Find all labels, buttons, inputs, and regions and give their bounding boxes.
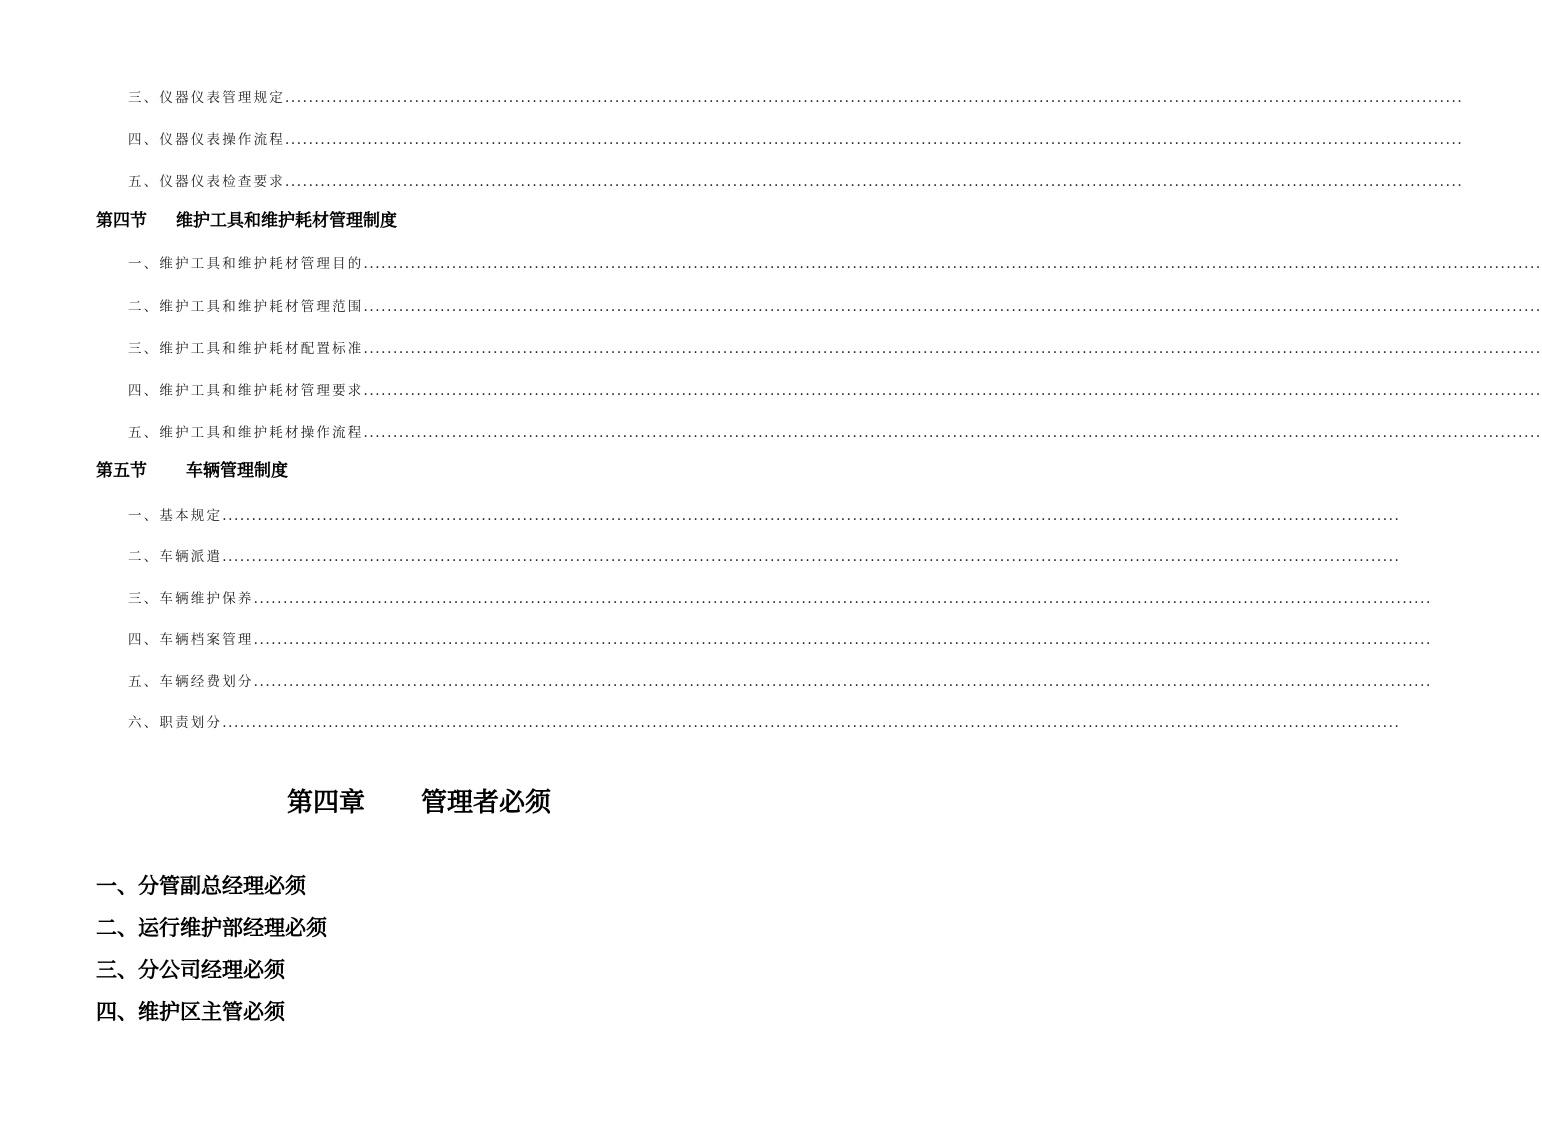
toc-entry-label: 一、维护工具和维护耗材管理目的 (128, 256, 364, 272)
toc-entry[interactable] (128, 172, 1464, 192)
toc-entry-label: 五、车辆经费划分 (128, 674, 254, 690)
toc-entry[interactable] (128, 630, 1432, 650)
toc-entry-label: 三、仪器仪表管理规定 (128, 90, 285, 106)
section-number: 第五节 (96, 461, 147, 481)
chapter-item: 二、运行维护部经理必须 (96, 916, 327, 940)
dot-leader: ........................................................................................................................................................................................................ (363, 299, 1542, 315)
chapter-number: 第四章 (287, 788, 366, 818)
chapter-title: 管理者必须 (421, 788, 552, 818)
toc-entry[interactable] (128, 672, 1432, 692)
toc-entry[interactable] (128, 381, 1542, 401)
chapter-item: 一、分管副总经理必须 (96, 874, 306, 898)
toc-entry-label: 二、车辆派遣 (128, 549, 223, 565)
toc-entry[interactable] (128, 713, 1401, 733)
dot-leader: ........................................................................................................................................................................................................ (285, 90, 1464, 106)
chapter-item: 三、分公司经理必须 (96, 958, 285, 982)
dot-leader: ........................................................................................................................................................................................................ (363, 256, 1542, 272)
toc-entry[interactable] (128, 589, 1432, 609)
toc-entry[interactable] (128, 130, 1464, 150)
toc-entry[interactable] (128, 254, 1542, 274)
toc-entry[interactable] (128, 88, 1464, 108)
dot-leader: ........................................................................................................................................................................................................ (253, 674, 1432, 690)
toc-entry-label: 三、车辆维护保养 (128, 591, 254, 607)
section-number: 第四节 (96, 211, 147, 231)
chapter-item: 四、维护区主管必须 (96, 1000, 285, 1024)
toc-entry-label: 二、维护工具和维护耗材管理范围 (128, 299, 364, 315)
toc-entry[interactable] (128, 423, 1542, 443)
toc-entry-label: 五、仪器仪表检查要求 (128, 174, 285, 190)
section-title: 车辆管理制度 (186, 461, 288, 481)
section-heading[interactable] (96, 459, 288, 483)
toc-entry[interactable] (128, 506, 1401, 526)
section-heading[interactable] (96, 209, 397, 233)
dot-leader: ........................................................................................................................................................................................................ (253, 632, 1432, 648)
dot-leader: ........................................................................................................................................................................................................ (285, 132, 1464, 148)
toc-entry-label: 一、基本规定 (128, 508, 223, 524)
toc-entry-label: 六、职责划分 (128, 715, 223, 731)
dot-leader: ........................................................................................................................................................................................................ (253, 591, 1432, 607)
toc-entry[interactable] (128, 547, 1401, 567)
toc-entry-label: 四、仪器仪表操作流程 (128, 132, 285, 148)
toc-entry-label: 三、维护工具和维护耗材配置标准 (128, 341, 364, 357)
section-title: 维护工具和维护耗材管理制度 (176, 211, 397, 231)
dot-leader: ........................................................................................................................................................................................................ (222, 549, 1401, 565)
toc-entry-label: 五、维护工具和维护耗材操作流程 (128, 425, 364, 441)
dot-leader: ........................................................................................................................................................................................................ (222, 508, 1401, 524)
toc-entry-label: 四、车辆档案管理 (128, 632, 254, 648)
dot-leader: ........................................................................................................................................................................................................ (363, 341, 1542, 357)
dot-leader: ........................................................................................................................................................................................................ (222, 715, 1401, 731)
dot-leader: ........................................................................................................................................................................................................ (285, 174, 1464, 190)
toc-entry-label: 四、维护工具和维护耗材管理要求 (128, 383, 364, 399)
dot-leader: ........................................................................................................................................................................................................ (363, 383, 1542, 399)
toc-entry[interactable] (128, 339, 1542, 359)
toc-entry[interactable] (128, 297, 1542, 317)
chapter-heading (287, 785, 551, 821)
dot-leader: ........................................................................................................................................................................................................ (363, 425, 1542, 441)
